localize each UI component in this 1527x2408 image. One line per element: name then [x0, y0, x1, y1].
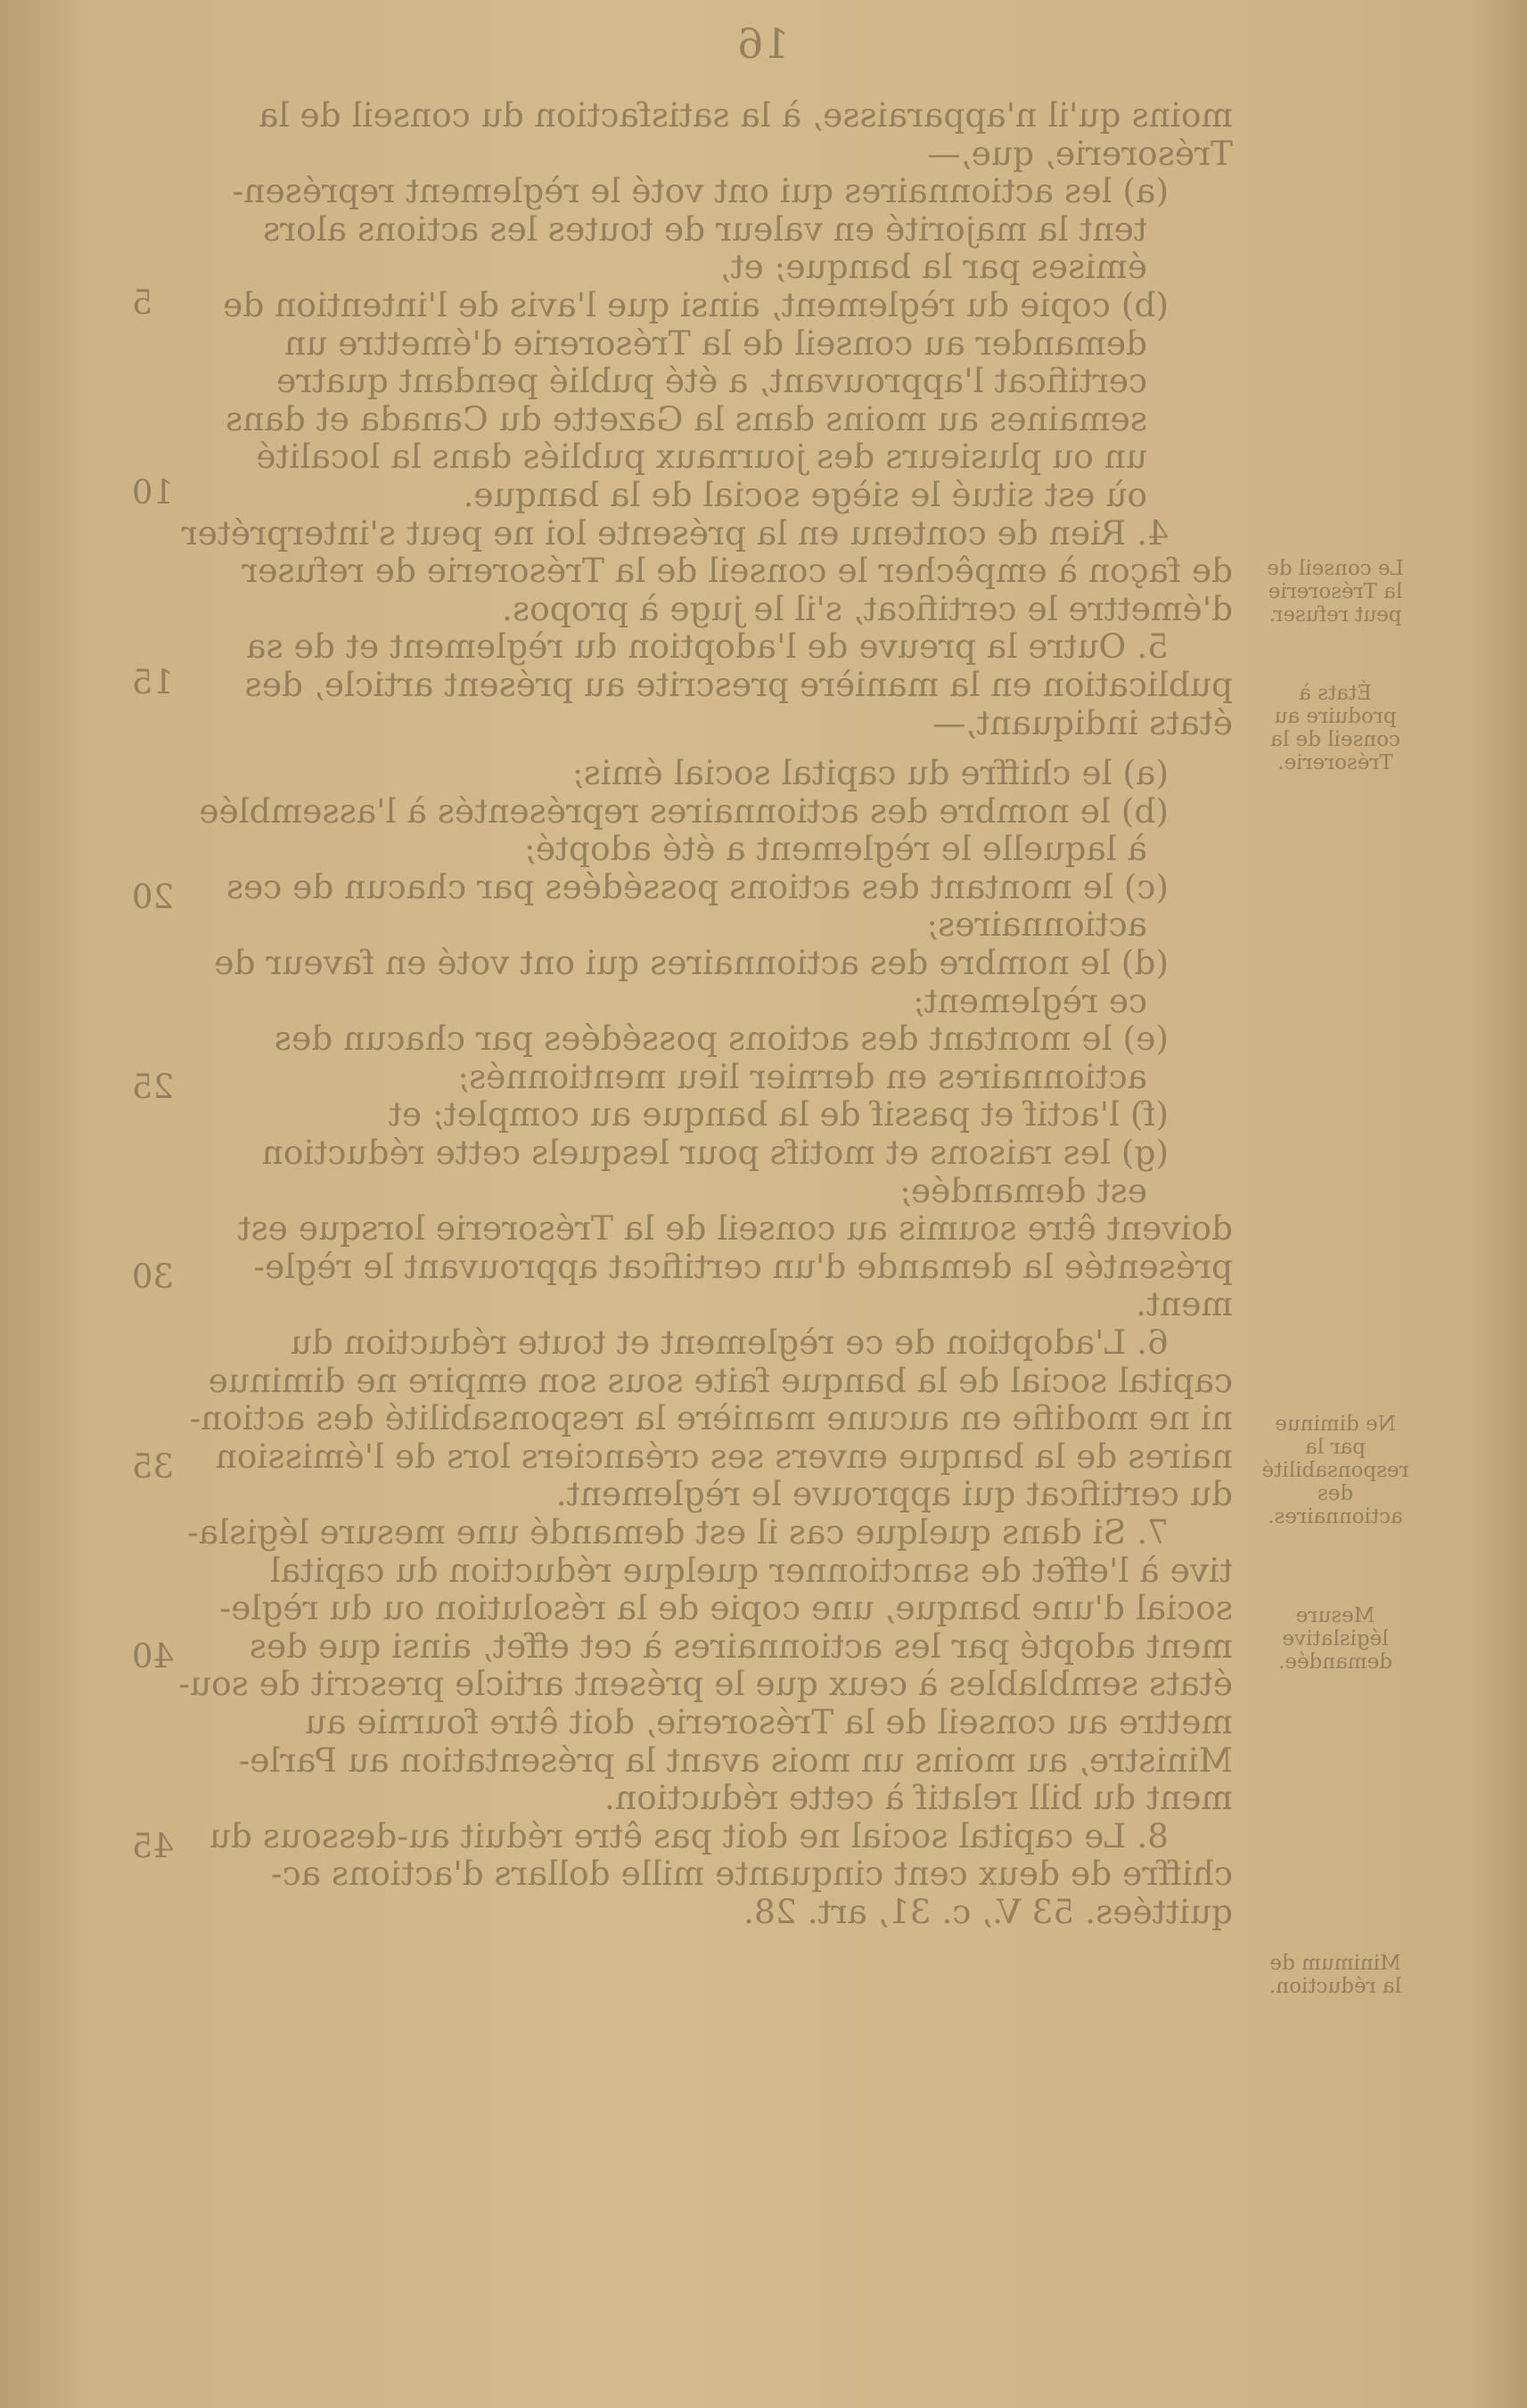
line-number: 35 — [132, 1447, 175, 1486]
body-text — [178, 95, 1233, 1931]
text-line: tive à l'effet de sanctionner quelque réduction du capital — [269, 1550, 1233, 1590]
text-line: états semblables à ceux que le présent article prescrit de sou- — [178, 1664, 1233, 1704]
text-line: demander au conseil de la Trésorerie d'émettre un — [283, 323, 1147, 363]
text-line: Ministre, au moins un mois avant la présentation au Parle- — [238, 1740, 1233, 1780]
text-line: présentée la demande d'un certificat approuvant le règle- — [253, 1246, 1233, 1286]
text-line: Trésorerie, que,— — [927, 133, 1233, 173]
text-line: (f) l'actif et passif de la banque au complet; et — [388, 1094, 1169, 1134]
text-line: à laquelle le règlement a été adopté; — [524, 829, 1147, 869]
margin-note: Mesure législative demandée. — [1278, 1604, 1392, 1674]
text-line: 8. Le capital social ne doit pas être réduit au-dessous du — [209, 1815, 1169, 1855]
text-line: 4. Rien de contenu en la présente loi ne peut s'interpréter — [181, 512, 1169, 553]
text-line: quittées. 53 V., c. 31, art. 28. — [743, 1891, 1233, 1931]
text-line: états indiquant,— — [932, 702, 1233, 742]
text-line: publication en la manière prescrite au présent article, des — [244, 664, 1233, 704]
line-number: 5 — [132, 283, 153, 322]
text-line: du certificat qui approuve le règlement. — [555, 1474, 1233, 1514]
line-number: 30 — [132, 1257, 175, 1296]
text-line: 6. L'adoption de ce règlement et toute réduction du — [290, 1323, 1169, 1362]
text-line: ment adopté par les actionnaires à cet effet, ainsi que des — [249, 1626, 1233, 1666]
text-line: où est situé le siège social de la banque. — [463, 474, 1147, 514]
text-line: moins qu'il n'apparaisse, à la satisfaction du conseil de la — [259, 95, 1233, 135]
text-line: (d) le nombre des actionnaires qui ont voté en faveur de — [214, 943, 1169, 983]
text-line: émises par la banque; et, — [719, 247, 1147, 287]
text-line: (c) le montant des actions possédées par chacun de ces — [226, 866, 1169, 906]
line-number: 15 — [132, 663, 175, 701]
line-number: 25 — [132, 1068, 175, 1106]
text-line: ment. — [1136, 1284, 1233, 1324]
text-line: mettre au conseil de la Trésorerie, doit être fournie au — [304, 1701, 1233, 1741]
text-line: capital social de la banque faite sous son empire ne diminue — [208, 1360, 1233, 1400]
text-line: 7. Si dans quelque cas il est demandé une mesure législa- — [187, 1511, 1169, 1552]
text-line: actionnaires en dernier lieu mentionnés; — [457, 1056, 1147, 1096]
text-line: tent la majorité en valeur de toutes les actions alors — [263, 209, 1147, 249]
line-number: 45 — [132, 1827, 175, 1865]
text-line: 5. Outre la preuve de l'adoption du règlement et de sa — [246, 627, 1169, 667]
text-line: (e) le montant des actions possédées par chacun des — [274, 1019, 1169, 1059]
line-number: 20 — [132, 878, 175, 916]
text-line: (a) les actionnaires qui ont voté le règlement représen- — [232, 171, 1169, 211]
text-line: (b) le nombre des actionnaires représentés à l'assemblée — [199, 790, 1169, 831]
margin-note: Minimum de la réduction. — [1269, 1952, 1401, 1998]
text-line: actionnaires; — [926, 905, 1147, 945]
page-edge-shadow — [1474, 0, 1527, 2408]
text-line: naires de la banque envers ses créanciers lors de l'émission — [215, 1436, 1233, 1476]
line-number: 40 — [132, 1637, 175, 1675]
text-line: doivent être soumis au conseil de la Trésorerie lorsque est — [237, 1208, 1233, 1249]
margin-note: Le conseil de la Trésorerie peut refuser. — [1267, 557, 1404, 627]
text-line: social d'une banque, une copie de la résolution ou du règle- — [219, 1588, 1233, 1628]
text-line: ni ne modifie en aucune manière la responsabilité des action- — [189, 1398, 1233, 1438]
line-number: 10 — [132, 473, 175, 512]
text-line: chiffre de deux cent cinquante mille dollars d'actions ac- — [270, 1854, 1233, 1894]
text-line: (g) les raisons et motifs pour lesquels cette réduction — [261, 1133, 1169, 1173]
margin-note: États à produire au conseil de la Trésorerie. — [1270, 682, 1400, 774]
text-line: ment du bill relatif à cette réduction. — [604, 1778, 1233, 1818]
text-line: semaines au moins dans la Gazette du Canada et dans — [225, 398, 1147, 438]
text-line: d'émettre le certificat, s'il le juge à propos. — [501, 588, 1233, 628]
page-number: 16 — [737, 20, 790, 68]
text-line: de façon à empêcher le conseil de la Trésorerie de refuser — [242, 551, 1233, 591]
text-line: un ou plusieurs des journaux publiés dans la localité — [256, 437, 1147, 477]
text-line: (b) copie du règlement, ainsi que l'avis de l'intention de — [223, 284, 1169, 324]
text-line: est demandée; — [899, 1170, 1147, 1210]
margin-note: Ne diminue par la responsabilité des actionnaires. — [1261, 1413, 1409, 1528]
text-line: ce règlement; — [912, 980, 1147, 1020]
text-line: (a) le chiffre du capital social émis; — [572, 753, 1169, 793]
text-line: certificat l'approuvant, a été publié pendant quatre — [276, 361, 1147, 401]
